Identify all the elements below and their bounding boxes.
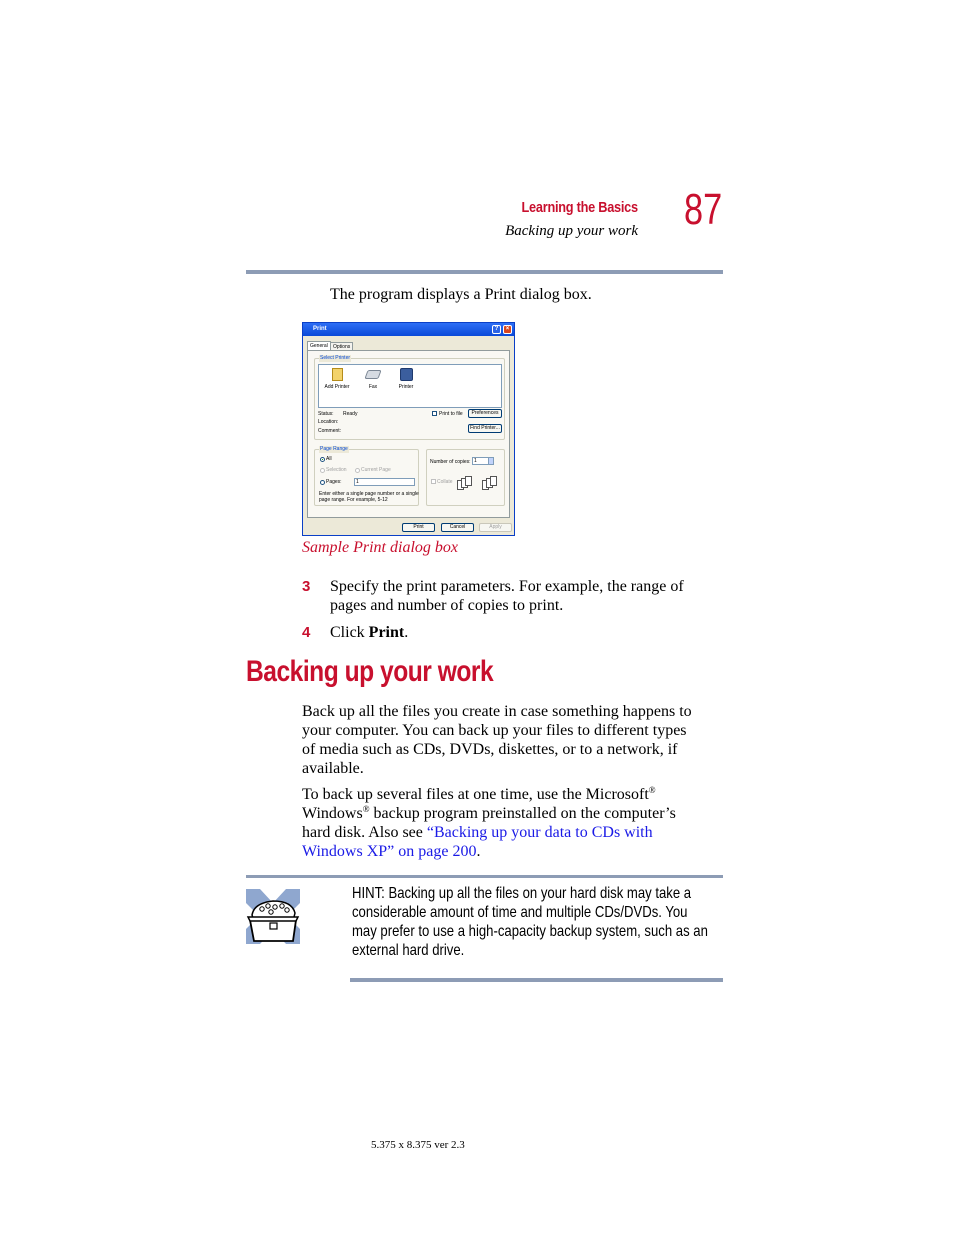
comment-label: Comment: [318,428,342,434]
printer-item[interactable] [395,368,417,390]
para1-line: available. [302,760,364,777]
treasure-chest-icon [246,889,301,945]
para2-text: . [476,843,481,860]
preferences-button[interactable]: Preferences [468,409,502,418]
close-icon[interactable]: × [503,325,512,334]
step-4-prefix: Click [330,624,369,641]
dialog-titlebar [303,323,514,336]
tab-options[interactable]: Options [330,342,353,351]
copies-group [426,449,505,506]
status-label: Status: [318,411,334,417]
running-header-subsection: Backing up your work [505,223,638,239]
cancel-button[interactable]: Cancel [441,523,474,532]
para1-line: of media such as CDs, DVDs, diskettes, or to a network, if [302,741,678,758]
page-number: 87 [684,185,723,234]
range-all-radio[interactable] [320,457,325,462]
paragraph-2 [302,785,676,861]
tab-general[interactable]: General [307,341,331,351]
page-footer: 5.375 x 8.375 ver 2.3 [371,1139,465,1151]
fax-item[interactable] [363,368,383,390]
add-printer-label: Add Printer [324,384,350,390]
registered-mark: ® [362,804,370,814]
range-hint-line1: Enter either a single page number or a single [319,491,419,497]
range-current-label: Current Page [361,467,391,473]
para2-line [302,785,676,804]
fax-label: Fax [368,384,378,390]
step-4-bold: Print [368,624,405,641]
para2-line [302,842,676,861]
cross-reference-link[interactable]: Windows XP” on page 200 [302,843,477,860]
range-pages-radio[interactable] [320,480,325,485]
figure-caption: Sample Print dialog box [302,539,458,556]
step-text [330,577,730,615]
intro-text: The program displays a Print dialog box. [330,286,592,303]
add-printer-icon [332,368,343,381]
add-printer-item[interactable] [323,368,351,390]
select-printer-group [314,355,505,440]
hint-text [352,884,721,960]
para2-line [302,823,676,842]
range-all-label: All [326,456,332,462]
para2-line [302,804,676,823]
hint-top-rule [246,875,723,878]
printer-list[interactable] [318,364,502,408]
step-number: 3 [302,578,311,595]
running-header-section: Learning the Basics [521,199,638,216]
range-pages-label: Pages: [326,479,342,485]
step-text [330,623,408,642]
find-printer-button[interactable]: Find Printer... [468,424,502,433]
hint-bottom-rule [350,978,723,982]
range-selection-radio[interactable] [320,468,325,473]
header-rule [246,270,723,274]
step-3-line1: Specify the print parameters. For example, the range of [330,578,684,595]
printer-icon [400,368,413,381]
print-button[interactable]: Print [402,523,435,532]
tab-panel [307,350,510,518]
para2-text: To back up several files at one time, use the Microsoft [302,786,649,803]
cross-reference-link[interactable]: “Backing up your data to CDs with [426,824,653,841]
printer-label: Printer [398,384,414,390]
dialog-title: Print [313,326,327,332]
hint-line: may prefer to use a high-capacity backup system, such as an [352,923,708,940]
page-range-label: Page Range [320,446,348,452]
location-label: Location: [318,419,339,425]
para1-line: Back up all the files you create in case something happens to [302,703,692,720]
copies-spinner[interactable] [488,457,494,465]
para2-text: hard disk. Also see [302,824,427,841]
range-hint-line2: page range. For example, 5-12 [319,497,388,503]
hint-line: external hard drive. [352,942,465,959]
step-number: 4 [302,624,311,641]
hint-line: HINT: Backing up all the files on your hard disk may take a [352,885,692,902]
para2-text: backup program preinstalled on the computer’s [369,805,676,822]
section-heading: Backing up your work [246,655,494,688]
help-icon[interactable]: ? [492,325,501,334]
step-4-suffix: . [404,624,409,641]
range-selection-label: Selection [326,467,347,473]
hint-line: considerable amount of time and multiple CDs/DVDs. You [352,904,688,921]
step-3-line2: pages and number of copies to print. [330,597,564,614]
select-printer-label: Select Printer [320,355,351,361]
para1-line: your computer. You can back up your files to different types [302,722,687,739]
status-value: Ready [343,411,358,417]
registered-mark: ® [648,785,656,795]
apply-button[interactable]: Apply [479,523,512,532]
para2-text: Windows [302,805,363,822]
collate-label: Collate [437,479,453,485]
page-range-group [314,446,419,506]
print-to-file-checkbox[interactable] [432,411,437,416]
copies-label: Number of copies: [430,459,471,465]
print-dialog [302,322,515,536]
print-to-file-label: Print to file [439,411,463,417]
copies-input[interactable]: 1 [472,457,494,465]
collate-checkbox[interactable] [431,479,436,484]
pages-input[interactable]: 1 [354,478,415,486]
paragraph-1 [302,702,692,778]
fax-icon [364,370,381,379]
range-current-radio[interactable] [355,468,360,473]
